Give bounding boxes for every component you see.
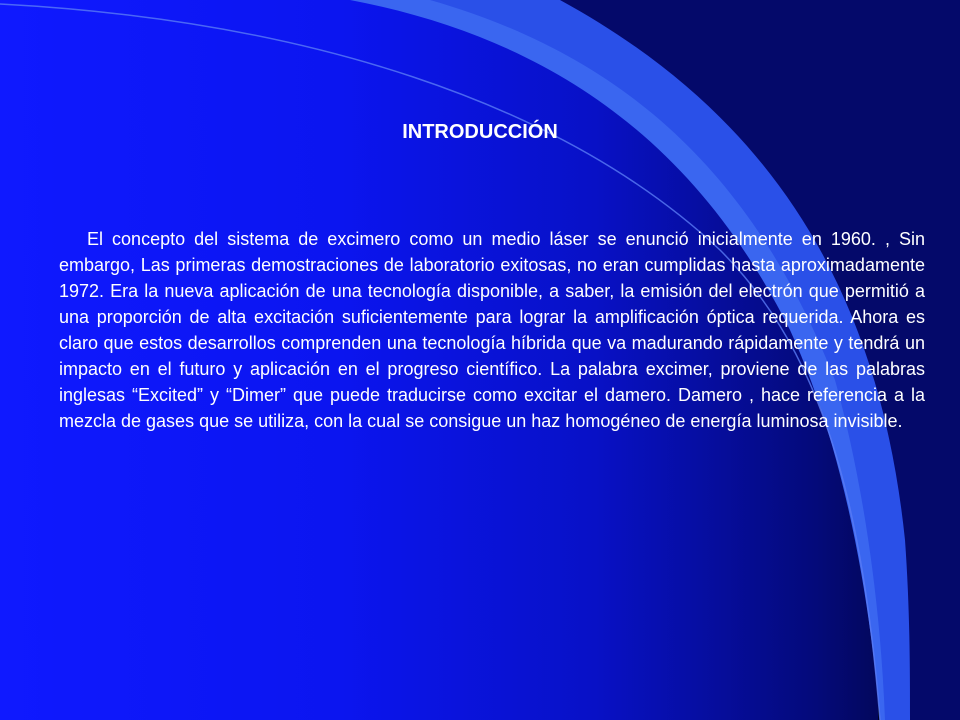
slide-title: INTRODUCCIÓN (402, 121, 558, 143)
slide-body-paragraph: El concepto del sistema de excimero como un medio láser se enunció inicialmente en 1960. , Sin embargo, Las primeras demostraciones de laboratorio exitosas, no eran cumplidas hasta aproximadamente 1972. Era la nueva aplicación de una tecnología disponible, a saber, la emisión del electrón que permitió a una proporción de alta excitación suficientemente para lograr la amplificación óptica requerida. Ahora es claro que estos desarrollos comprenden una tecnología híbrida que va madurando rápidamente y tendrá un impacto en el futuro y aplicación en el progreso científico. La palabra excimer, proviene de las palabras inglesas “Excited” y “Dimer” que puede traducirse como excitar el damero. Damero , hace referencia a la mezcla de gases que se utiliza, con la cual se consigue un haz homogéneo de energía luminosa invisible. (59, 229, 925, 431)
